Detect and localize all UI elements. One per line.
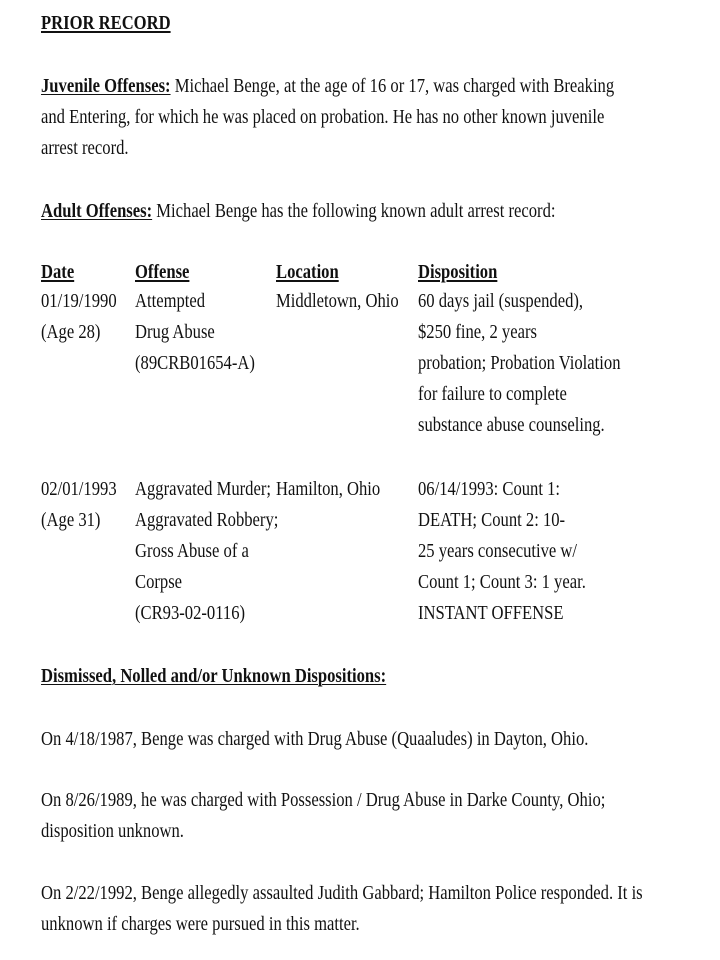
row-2-offense [135, 474, 278, 629]
juvenile-text-1: Michael Benge, at the age of 16 or 17, was charged with Breaking [174, 75, 615, 97]
row-2-location-line: Hamilton, Ohio [276, 478, 381, 500]
row-1-location [276, 286, 399, 317]
row-2-disposition [418, 474, 586, 629]
adult-paragraph [41, 196, 555, 227]
row-1-date-line: 01/19/1990 [41, 290, 117, 312]
header-offense: Offense [135, 261, 190, 283]
row-2-offense-line: Aggravated Robbery; [135, 509, 279, 531]
row-1-location-line: Middletown, Ohio [276, 290, 399, 312]
row-1-disposition-line: for failure to complete [418, 383, 567, 405]
juvenile-text-3: arrest record. [41, 137, 129, 159]
row-2-offense-line: Corpse [135, 571, 183, 593]
row-2-disposition-line: DEATH; Count 2: 10- [418, 509, 566, 531]
row-1-offense-line: Attempted [135, 290, 206, 312]
header-disposition: Disposition [418, 261, 498, 283]
row-2-date-line: (Age 31) [41, 509, 101, 531]
row-2-disposition-line: 25 years consecutive w/ [418, 540, 578, 562]
dismissed-entry-2-line-2: disposition unknown. [41, 820, 184, 842]
row-2-disposition-line: Count 1; Count 3: 1 year. [418, 571, 586, 593]
header-date: Date [41, 261, 75, 283]
row-1-disposition-line: 60 days jail (suspended), [418, 290, 584, 312]
row-2-disposition-line: INSTANT OFFENSE [418, 602, 564, 624]
row-2-location [276, 474, 380, 505]
row-2-offense-line: (CR93-02-0116) [135, 602, 246, 624]
juvenile-heading: Juvenile Offenses: [41, 75, 171, 97]
page-title: PRIOR RECORD [41, 12, 171, 34]
row-2-date-line: 02/01/1993 [41, 478, 117, 500]
row-2-offense-line: Aggravated Murder; [135, 478, 271, 500]
row-1-offense [135, 286, 255, 379]
row-1-disposition-line: $250 fine, 2 years [418, 321, 537, 343]
dismissed-heading: Dismissed, Nolled and/or Unknown Dispositions: [41, 665, 387, 687]
row-2-offense-line: Gross Abuse of a [135, 540, 249, 562]
juvenile-paragraph-line-1 [41, 71, 614, 102]
row-2-date [41, 474, 117, 536]
row-2-disposition-line: 06/14/1993: Count 1: [418, 478, 561, 500]
row-1-disposition-line: substance abuse counseling. [418, 414, 605, 436]
adult-text: Michael Benge has the following known adult arrest record: [156, 200, 556, 222]
row-1-offense-line: (89CRB01654-A) [135, 352, 255, 374]
row-1-date [41, 286, 117, 348]
header-location: Location [276, 261, 339, 283]
dismissed-entry-3-line-1: On 2/22/1992, Benge allegedly assaulted Judith Gabbard; Hamilton Police responded. It is [41, 882, 643, 904]
row-1-disposition [418, 286, 620, 441]
dismissed-entry-3-line-2: unknown if charges were pursued in this matter. [41, 913, 360, 935]
row-1-disposition-line: probation; Probation Violation [418, 352, 621, 374]
juvenile-text-2: and Entering, for which he was placed on probation. He has no other known juvenile [41, 106, 605, 128]
adult-heading: Adult Offenses: [41, 200, 153, 222]
dismissed-entry-1: On 4/18/1987, Benge was charged with Drug Abuse (Quaaludes) in Dayton, Ohio. [41, 728, 589, 750]
row-1-offense-line: Drug Abuse [135, 321, 215, 343]
dismissed-heading-line [41, 661, 386, 692]
row-1-date-line: (Age 28) [41, 321, 101, 343]
dismissed-entry-2-line-1: On 8/26/1989, he was charged with Possession / Drug Abuse in Darke County, Ohio; [41, 789, 606, 811]
